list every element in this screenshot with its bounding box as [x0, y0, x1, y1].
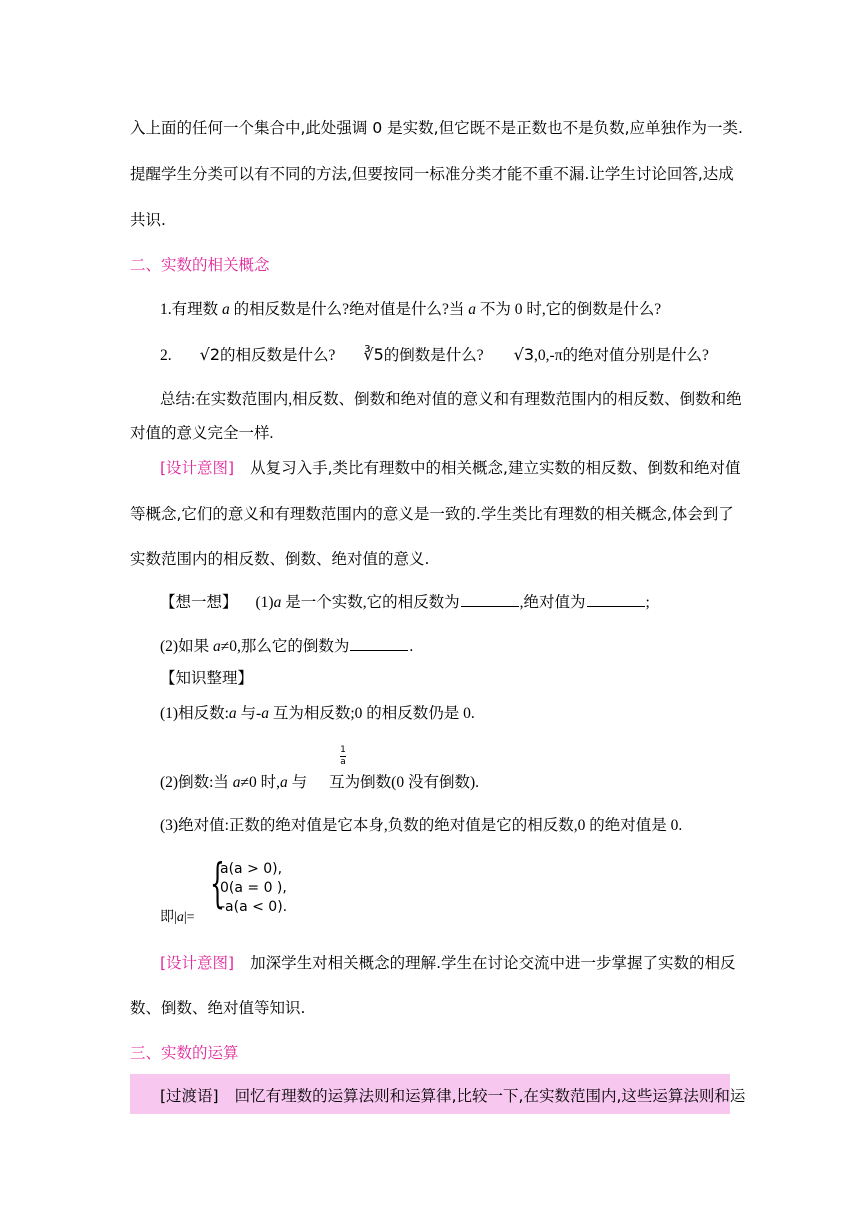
- fraction-numerator: 1: [340, 745, 346, 755]
- paragraph-line: 数、倒数、绝对值等知识.: [130, 999, 306, 1017]
- answer-blank[interactable]: [461, 592, 519, 607]
- think-label: 【想一想】: [160, 594, 238, 611]
- piece-line: 0(a = 0 ),: [220, 880, 287, 896]
- fraction-denominator: a: [340, 757, 346, 767]
- text: 1.有理数: [160, 301, 223, 318]
- var-a: a: [280, 774, 288, 791]
- knowledge-item-1: [160, 704, 475, 724]
- abs-piecewise: [210, 854, 288, 917]
- design-intent-label: [设计意图]: [160, 459, 235, 477]
- cbrt5-expression: ∛5: [363, 345, 384, 364]
- text: 的相反数是什么?: [220, 347, 336, 364]
- text: 2.: [160, 347, 172, 364]
- think-question-2: [160, 636, 413, 657]
- text: 的相反数是什么?绝对值是什么?当: [229, 301, 469, 318]
- knowledge-label: 【知识整理】: [160, 670, 254, 687]
- var-a: a: [232, 774, 241, 791]
- transition-label: [过渡语]: [160, 1087, 219, 1105]
- summary-line: 总结:在实数范围内,相反数、倒数和绝对值的意义和有理数范围内的相反数、倒数和绝: [160, 391, 742, 408]
- text: 从复习入手,类比有理数中的相关概念,建立实数的相反数、倒数和绝对值: [250, 459, 741, 477]
- answer-blank[interactable]: [350, 636, 408, 651]
- text: (1): [255, 594, 274, 611]
- text: ≠0,那么它的倒数为: [220, 638, 350, 655]
- paragraph-line: 实数范围内的相反数、倒数、绝对值的意义.: [130, 550, 430, 568]
- design-intent: [160, 458, 740, 478]
- paragraph-line: 提醒学生分类可以有不同的方法,但要按同一标准分类才能不重不漏.让学生讨论回答,达成: [130, 165, 734, 183]
- fraction-1-over-a: [340, 745, 346, 767]
- paragraph-line: 入上面的任何一个集合中,此处强调 0 是实数,但它既不是正数也不是负数,应单独作为一类.: [130, 119, 743, 137]
- text: 回忆有理数的运算法则和运算律,比较一下,在实数范围内,这些运算法则和运: [234, 1087, 746, 1105]
- piece-line: a(a > 0),: [220, 861, 283, 877]
- section-heading: 三、实数的运算: [130, 1044, 239, 1062]
- text: (2)倒数:当: [160, 774, 233, 791]
- sqrt3-expression: √3: [513, 345, 535, 364]
- var-a: a: [228, 705, 237, 722]
- var-a: a: [273, 594, 282, 611]
- text: ,绝对值为: [519, 594, 586, 611]
- text: 加深学生对相关概念的理解.学生在讨论交流中进一步掌握了实数的相反: [250, 954, 736, 972]
- text: 是一个实数,它的相反数为: [281, 594, 460, 611]
- piece-line: -a(a < 0).: [220, 899, 288, 915]
- text: (2)如果: [160, 638, 213, 655]
- text: ,0,-π的绝对值分别是什么?: [534, 347, 709, 364]
- text: 互为倒数(0 没有倒数).: [329, 774, 479, 791]
- abs-definition-label: [160, 908, 195, 928]
- text: (1)相反数:: [160, 705, 229, 722]
- paragraph-line: 共识.: [130, 211, 166, 229]
- text: ;: [645, 594, 650, 611]
- text: |=: [183, 910, 195, 925]
- knowledge-item-2: [160, 773, 479, 793]
- text: 互为相反数;0 的相反数仍是 0.: [268, 705, 475, 722]
- design-intent-label: [设计意图]: [160, 954, 235, 972]
- text: 与: [287, 774, 308, 791]
- text: 的倒数是什么?: [383, 347, 484, 364]
- design-intent: [160, 953, 736, 973]
- think-question-1: [160, 592, 650, 613]
- var-a: a: [261, 705, 269, 722]
- var-a: a: [468, 301, 477, 318]
- var-a: a: [222, 301, 230, 318]
- text: 即|: [160, 910, 177, 925]
- knowledge-item-3: (3)绝对值:正数的绝对值是它本身,负数的绝对值是它的相反数,0 的绝对值是 0.: [160, 817, 683, 834]
- var-a: a: [176, 910, 184, 925]
- var-a: a: [212, 638, 221, 655]
- paragraph-line: 等概念,它们的意义和有理数范围内的意义是一致的.学生类比有理数的相关概念,体会到了: [130, 505, 734, 523]
- transition-line: [160, 1086, 745, 1106]
- answer-blank[interactable]: [587, 592, 645, 607]
- sqrt2-expression: √2: [199, 345, 220, 364]
- text: 与-: [236, 705, 262, 722]
- section-heading: 二、实数的相关概念: [130, 256, 270, 274]
- brace-symbol: {: [210, 854, 225, 914]
- question-1: [160, 300, 661, 320]
- text: .: [409, 638, 414, 655]
- summary-line: 对值的意义完全一样.: [130, 425, 274, 442]
- text: ≠0 时,: [240, 774, 281, 791]
- text: 不为 0 时,它的倒数是什么?: [476, 301, 662, 318]
- question-2: [160, 345, 709, 366]
